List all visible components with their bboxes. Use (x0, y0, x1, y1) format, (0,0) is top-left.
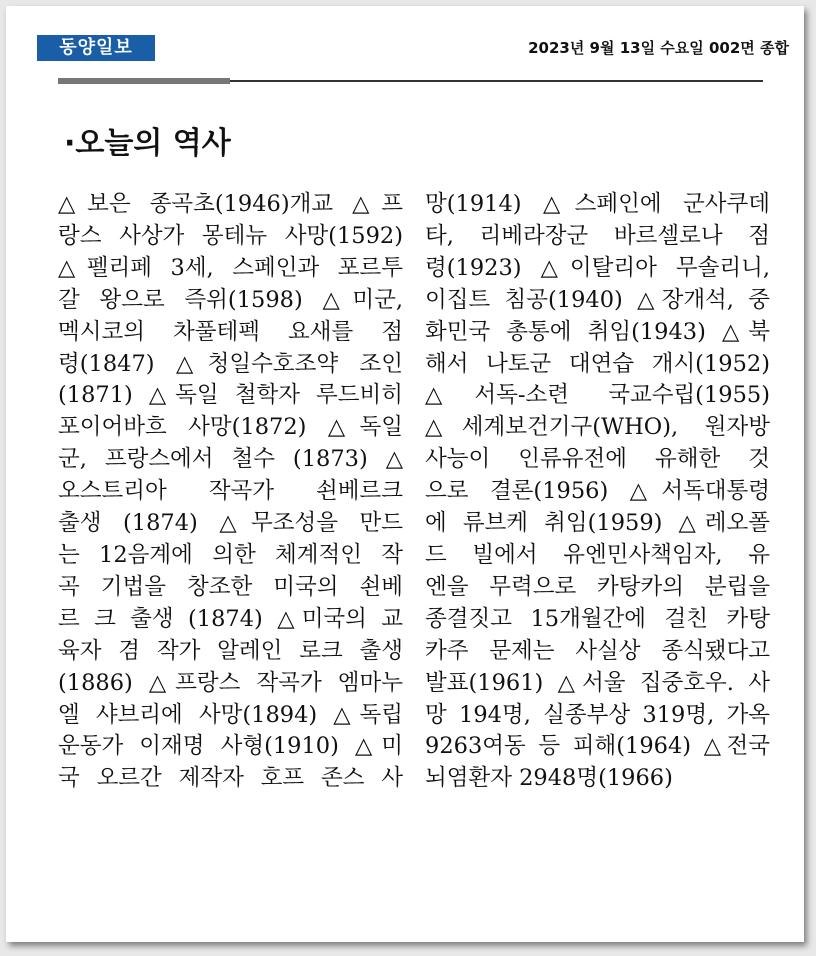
article-line: △펠리페 3세, 스페인과 포르투 (58, 254, 403, 281)
article-line: 타, 리베라장군 바르셀로나 점 (425, 222, 770, 249)
masthead (33, 28, 793, 68)
article-line: 카주 문제는 사실상 종식됐다고 (425, 637, 770, 664)
article-line: 멕시코의 차풀테펙 요새를 점 (58, 318, 403, 345)
article-line: 출생 (1874) △무조성을 만드 (58, 510, 403, 537)
article-line: 망 194명, 실종부상 319명, 가옥 (425, 701, 770, 728)
article-line: △보은 종곡초(1946)개교 △프 (58, 191, 403, 217)
article-line: 곡 기법을 창조한 미국의 쇤베 (58, 573, 403, 600)
newspaper-logo: 동양일보 (37, 35, 155, 61)
article-line: 이집트 침공(1940) △장개석, 중 (425, 286, 770, 313)
article-line: 엔을 무력으로 카탕카의 분립을 (425, 573, 770, 600)
article-line: 오스트리아 작곡가 쇤베르크 (58, 478, 403, 505)
article-line: 엘 샤브리에 사망(1894) △독립 (58, 701, 403, 728)
article-line: △세계보건기구(WHO), 원자방 (425, 414, 770, 441)
article-line: 령(1923) △이탈리아 무솔리니, (425, 254, 770, 281)
article-line: (1871) △독일 철학자 루드비히 (58, 382, 403, 409)
article-line: 는 12음계에 의한 체계적인 작 (58, 541, 403, 568)
article-line: 발표(1961) △서울 집중호우. 사 (425, 669, 770, 696)
article-line: 랑스 사상가 몽테뉴 사망(1592) (58, 222, 403, 249)
article-column-left (58, 189, 403, 795)
article-line: (1886) △프랑스 작곡가 엠마누 (58, 669, 403, 696)
article-line: 육자 겸 작가 알레인 로크 출생 (58, 637, 403, 664)
header-rule-thick (58, 78, 230, 84)
article-line: 에 류브케 취임(1959) △레오폴 (425, 510, 770, 537)
dateline: 2023년 9월 13일 수요일 002면 종합 (528, 39, 789, 57)
header-rule (58, 79, 763, 83)
article-line: 운동가 이재명 사형(1910) △미 (58, 733, 403, 760)
article-line: 령(1847) △청일수호조약 조인 (58, 350, 403, 377)
article-line: 해서 나토군 대연습 개시(1952) (425, 350, 770, 377)
article-line: 으로 결론(1956) △서독대통령 (425, 478, 770, 505)
article-line: 사능이 인류유전에 유해한 것 (425, 446, 770, 473)
article-title: ·오늘의 역사 (64, 126, 231, 161)
article-line: 르 크 출생 (1874) △미국의 교 (58, 605, 403, 632)
article-line: 뇌염환자 2948명(1966) (425, 765, 673, 792)
article-line: 국 오르간 제작자 호프 존스 사 (58, 765, 403, 792)
article-line: 9263여동 등 피해(1964) △전국 (425, 733, 770, 760)
article-line: 드 빌에서 유엔민사책임자, 유 (425, 541, 770, 568)
article-line: 화민국 총통에 취임(1943) △북 (425, 318, 770, 345)
newspaper-clipping (6, 6, 804, 942)
article-line: 갈 왕으로 즉위(1598) △미군, (58, 286, 403, 313)
article-line: 망(1914) △스페인에 군사쿠데 (425, 191, 770, 217)
article-line: 종결짓고 15개월간에 걸친 카탕 (425, 605, 770, 632)
header-rule-thin (230, 80, 763, 82)
article-line: 군, 프랑스에서 철수 (1873) △ (58, 446, 403, 473)
article-line: 포이어바흐 사망(1872) △독일 (58, 414, 403, 441)
article-column-right (425, 189, 770, 795)
article-line: △서독-소련 국교수립(1955) (425, 382, 770, 409)
